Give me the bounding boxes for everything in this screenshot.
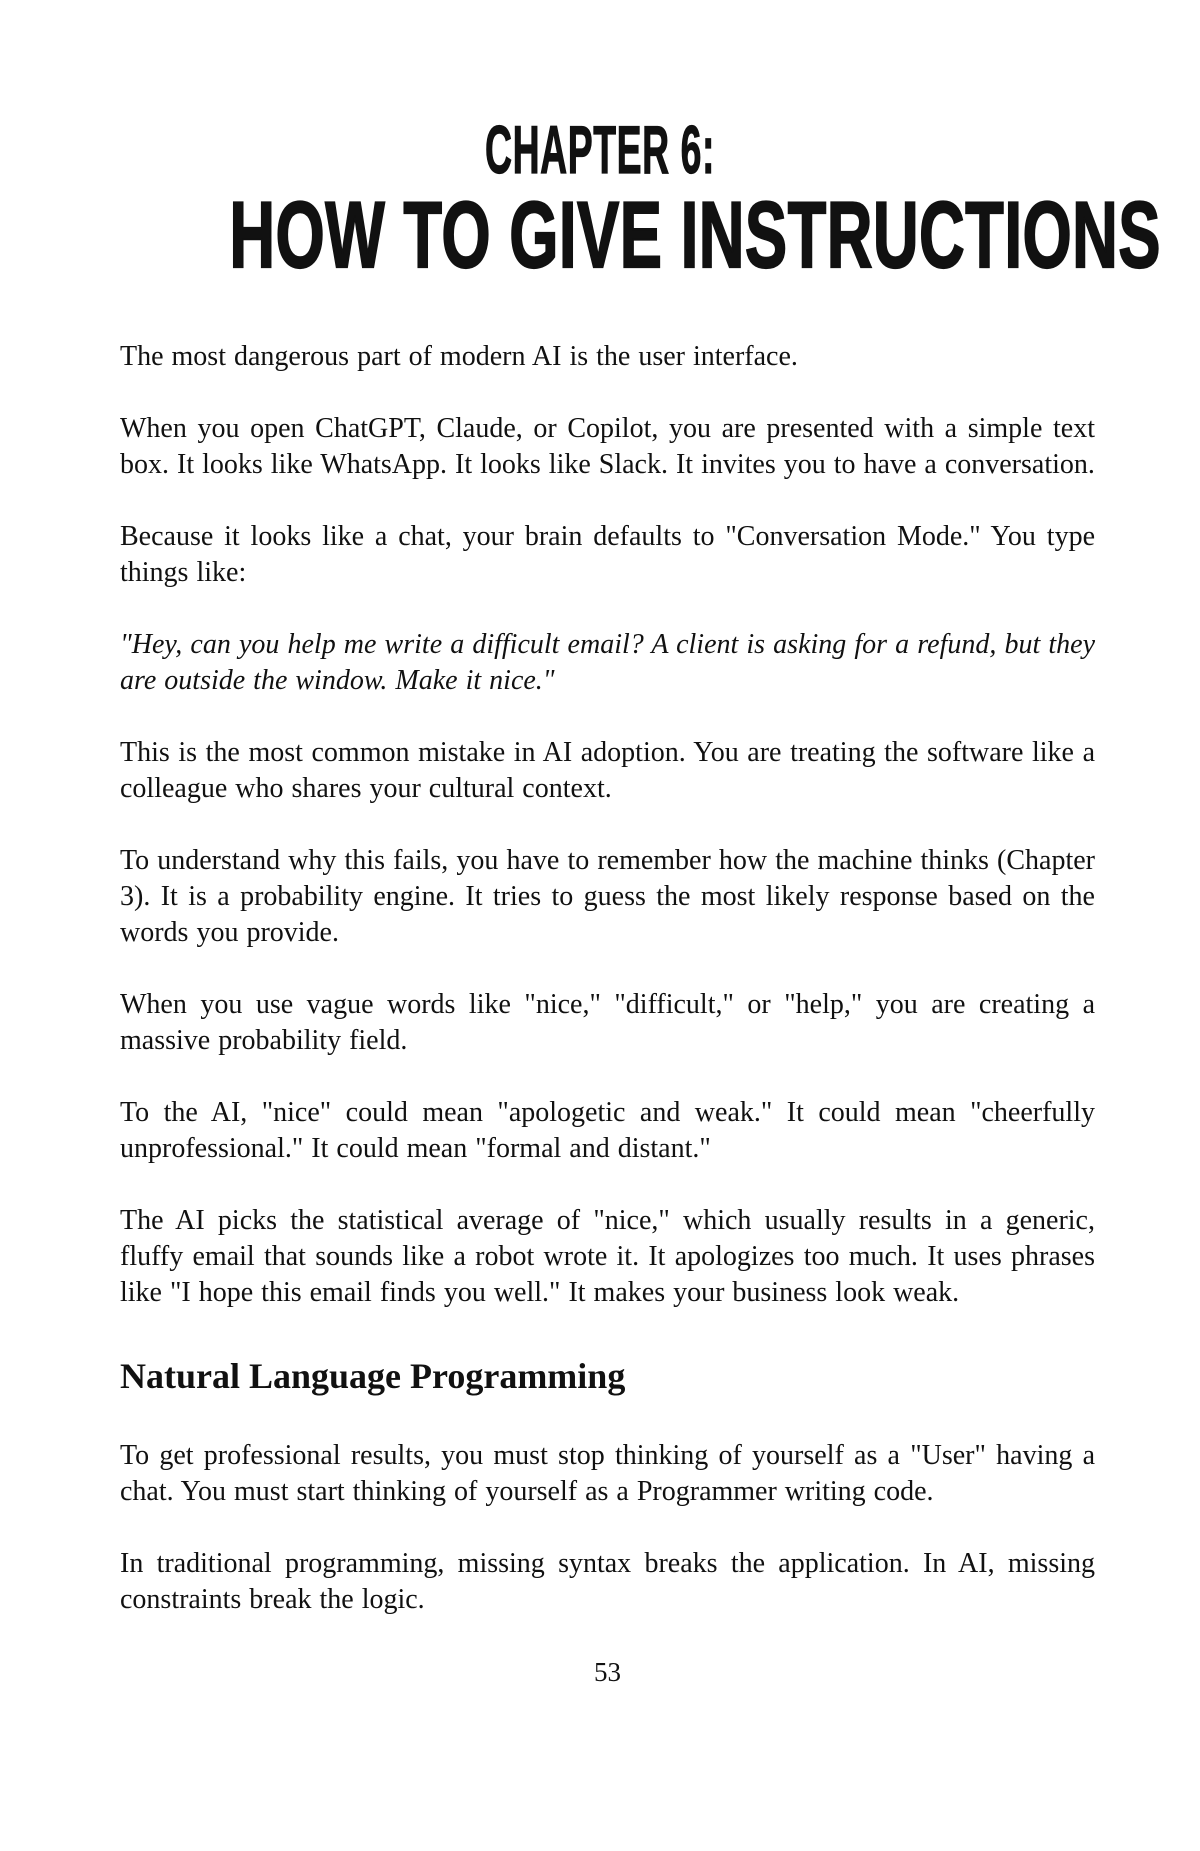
paragraph-probability-engine: To understand why this fails, you have to remember how the machine thinks (Chapter 3). It is a probability engine. It tries to guess the most likely response based on the words you provide. xyxy=(120,845,1095,948)
paragraph-nice-meanings: To the AI, "nice" could mean "apologetic and weak." It could mean "cheerfully unprofessional." It could mean "formal and distant." xyxy=(120,1097,1095,1164)
paragraph-example-quote: "Hey, can you help me write a difficult email? A client is asking for a refund, but they are outside the window. Make it nice." xyxy=(120,629,1095,696)
paragraph-traditional-programming: In traditional programming, missing syntax breaks the application. In AI, missing constraints break the logic. xyxy=(120,1548,1095,1615)
paragraph-statistical-average: The AI picks the statistical average of "nice," which usually results in a generic, fluffy email that sounds like a robot wrote it. It apologizes too much. It uses phrases like "I hope this email finds you well." It makes your business look weak. xyxy=(120,1205,1095,1308)
chapter-title xyxy=(0,182,1200,287)
paragraph-common-mistake: This is the most common mistake in AI adoption. You are treating the software like a colleague who shares your cultural context. xyxy=(120,737,1095,804)
paragraph-intro: The most dangerous part of modern AI is the user interface. xyxy=(120,341,798,372)
chapter-title-text: HOW TO GIVE INSTRUCTIONS xyxy=(229,182,1162,287)
chapter-kicker xyxy=(0,0,1200,188)
paragraph-professional-results: To get professional results, you must stop thinking of yourself as a "User" having a chat. You must start thinking of yourself as a Programmer writing code. xyxy=(120,1440,1095,1507)
page-body xyxy=(120,339,1095,1690)
section-heading: Natural Language Programming xyxy=(120,1356,626,1396)
paragraph-open-chatgpt: When you open ChatGPT, Claude, or Copilot, you are presented with a simple text box. It looks like WhatsApp. It looks like Slack. It invites you to have a conversation. xyxy=(120,413,1095,480)
page-number: 53 xyxy=(594,1657,621,1687)
paragraph-conversation-mode: Because it looks like a chat, your brain defaults to "Conversation Mode." You type things like: xyxy=(120,521,1095,588)
paragraph-vague-words: When you use vague words like "nice," "difficult," or "help," you are creating a massive probability field. xyxy=(120,989,1095,1056)
chapter-kicker-text: CHAPTER 6: xyxy=(485,112,715,188)
